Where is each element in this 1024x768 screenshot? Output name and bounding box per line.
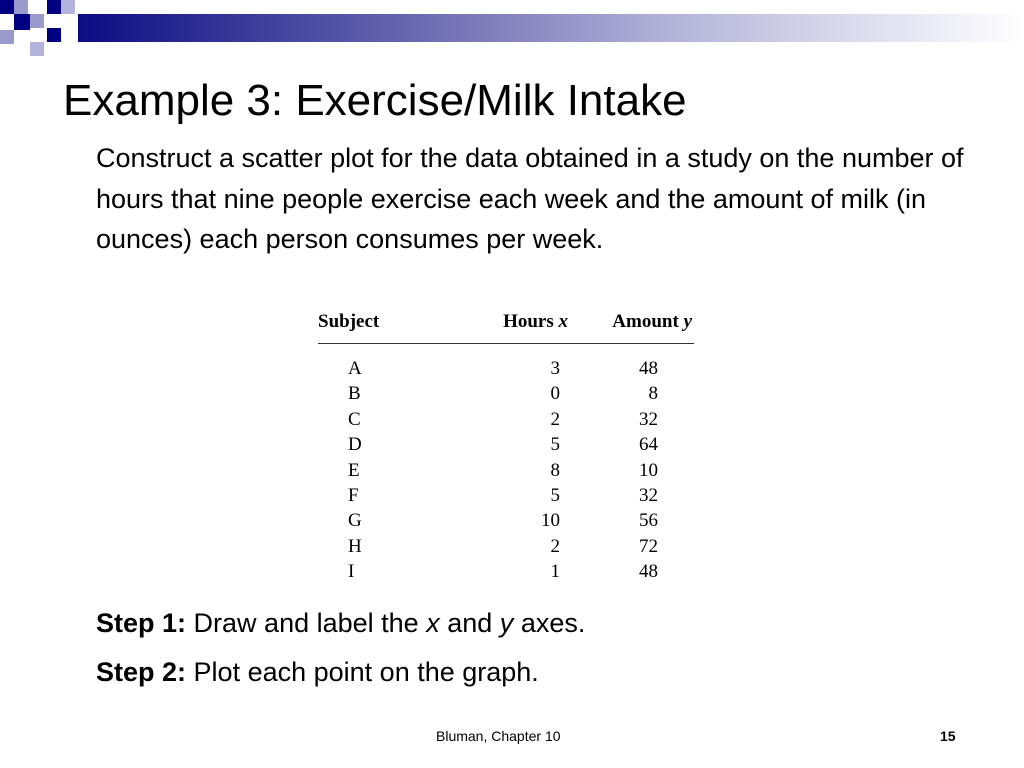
decor-square-navy-1 (0, 0, 14, 14)
cell-amount: 8 (648, 383, 658, 405)
table-row (318, 344, 694, 382)
step-1-var-y: y (499, 608, 514, 638)
cell-amount: 10 (639, 459, 658, 481)
table-row (318, 534, 694, 559)
cell-hours: 5 (550, 434, 560, 456)
decor-square-lavender-1 (14, 0, 28, 14)
data-table (318, 310, 694, 585)
cell-hours: 2 (550, 408, 560, 430)
table-row (318, 508, 694, 533)
step-2 (96, 655, 539, 689)
cell-hours: 1 (550, 561, 560, 583)
page-number: 15 (940, 728, 956, 744)
decor-square-navy-3 (14, 14, 30, 30)
cell-hours: 8 (550, 459, 560, 481)
cell-hours: 10 (541, 510, 560, 532)
cell-amount: 64 (639, 434, 658, 456)
cell-subject: F (348, 485, 359, 507)
cell-amount: 32 (639, 485, 658, 507)
slide-title: Example 3: Exercise/Milk Intake (63, 76, 687, 125)
header-subject: Subject (318, 310, 458, 344)
decor-square-lavender-2 (61, 0, 75, 14)
cell-subject: H (348, 535, 362, 557)
decor-square-lavender-4 (30, 42, 44, 56)
cell-amount: 32 (639, 408, 658, 430)
header-gradient-bar (78, 14, 1024, 42)
cell-amount: 56 (639, 510, 658, 532)
cell-amount: 48 (639, 358, 658, 379)
cell-amount: 72 (639, 535, 658, 557)
cell-subject: I (348, 561, 355, 583)
step-2-text: Plot each point on the graph. (193, 657, 539, 687)
table-row (318, 458, 694, 483)
table-row (318, 407, 694, 432)
step-1-text-before: Draw and label the (193, 608, 419, 638)
header-amount-var: y (683, 311, 692, 332)
cell-subject: C (348, 408, 361, 430)
table-row (318, 381, 694, 406)
header-hours (458, 310, 568, 344)
footer-text: Bluman, Chapter 10 (436, 728, 561, 744)
decor-square-navy-4 (47, 28, 61, 42)
cell-subject: D (348, 434, 362, 456)
table-row (318, 559, 694, 584)
table-row (318, 483, 694, 508)
cell-amount: 48 (639, 561, 658, 583)
step-1-text-middle: and (447, 608, 493, 638)
step-1-text-after: axes. (520, 608, 586, 638)
header-amount-label: Amount (612, 311, 679, 332)
header-hours-label: Hours (503, 311, 554, 332)
table-row (318, 432, 694, 457)
cell-hours: 0 (550, 383, 560, 405)
step-1 (96, 606, 585, 640)
cell-hours: 5 (550, 485, 560, 507)
decor-square-navy-2 (47, 0, 61, 14)
cell-hours: 3 (550, 358, 560, 379)
step-1-label: Step 1: (96, 608, 187, 638)
decor-square-lavender-5 (0, 30, 14, 44)
cell-subject: B (348, 383, 361, 405)
table-header-row (318, 310, 694, 344)
cell-subject: E (348, 459, 360, 481)
cell-hours: 2 (550, 535, 560, 557)
step-2-label: Step 2: (96, 657, 187, 687)
cell-subject: A (348, 358, 362, 379)
step-1-var-x: x (426, 608, 440, 638)
intro-paragraph: Construct a scatter plot for the data obtained in a study on the number of hours that nine people exercise each week and the amount of milk (in ounces) each person consumes per week. (96, 143, 964, 254)
header-amount (568, 310, 694, 344)
decor-square-lavender-3 (30, 14, 44, 28)
cell-subject: G (348, 510, 362, 532)
header-hours-var: x (558, 311, 568, 332)
